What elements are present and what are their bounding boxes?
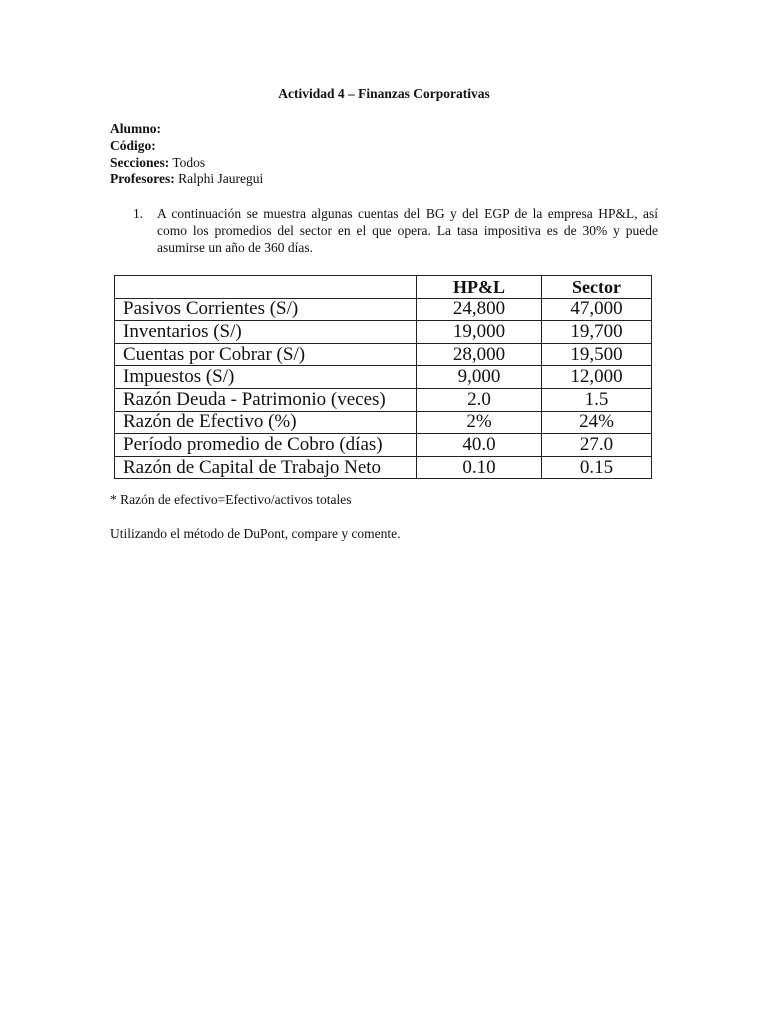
secciones-row [110,155,263,172]
profesores-value: Ralphi Jauregui [174,171,264,187]
table-header-hpl: HP&L [417,276,542,299]
alumno-row [110,121,263,138]
document-title: Actividad 4 – Finanzas Corporativas [278,86,490,101]
sector-value: 24% [542,411,652,434]
table-row [115,343,652,366]
table-row [115,321,652,344]
instruction-text: Utilizando el método de DuPont, compare y comente. [110,526,401,541]
footnote: * Razón de efectivo=Efectivo/activos totales [110,492,352,507]
question-number: 1. [133,206,144,221]
table-row [115,388,652,411]
sector-value: 47,000 [542,298,652,321]
hpl-value: 28,000 [417,343,542,366]
table-row [115,298,652,321]
table-row [115,456,652,479]
table-header-sector: Sector [542,276,652,299]
row-label: Razón Deuda - Patrimonio (veces) [115,388,417,411]
sector-value: 19,700 [542,321,652,344]
table-row [115,366,652,389]
row-label: Razón de Capital de Trabajo Neto [115,456,417,479]
sector-value: 1.5 [542,388,652,411]
row-label: Período promedio de Cobro (días) [115,434,417,457]
alumno-label: Alumno: [110,121,162,136]
table-header-label [115,276,417,299]
row-label: Razón de Efectivo (%) [115,411,417,434]
table-header-row [115,276,652,299]
row-label: Cuentas por Cobrar (S/) [115,343,417,366]
student-info-block [110,121,263,188]
secciones-value: Todos [169,154,206,170]
hpl-value: 2% [417,411,542,434]
sector-value: 0.15 [542,456,652,479]
row-label: Pasivos Corrientes (S/) [115,298,417,321]
question-text: A continuación se muestra algunas cuentas del BG y del EGP de la empresa HP&L, así como los promedios del sector en el que opera. La tasa impositiva es de 30% y puede asumirse un año de 360 días. [157,206,658,255]
profesores-row [110,171,263,188]
row-label: Impuestos (S/) [115,366,417,389]
secciones-label: Secciones: [110,154,170,170]
sector-value: 19,500 [542,343,652,366]
hpl-value: 24,800 [417,298,542,321]
question-1 [133,205,658,256]
table-row [115,411,652,434]
profesores-label: Profesores: [110,171,175,187]
table-row [115,434,652,457]
codigo-label: Código: [110,137,156,153]
hpl-value: 2.0 [417,388,542,411]
codigo-row [110,138,263,155]
hpl-value: 40.0 [417,434,542,457]
row-label: Inventarios (S/) [115,321,417,344]
sector-value: 27.0 [542,434,652,457]
hpl-value: 19,000 [417,321,542,344]
hpl-value: 9,000 [417,366,542,389]
financial-data-table [114,275,652,479]
sector-value: 12,000 [542,366,652,389]
hpl-value: 0.10 [417,456,542,479]
